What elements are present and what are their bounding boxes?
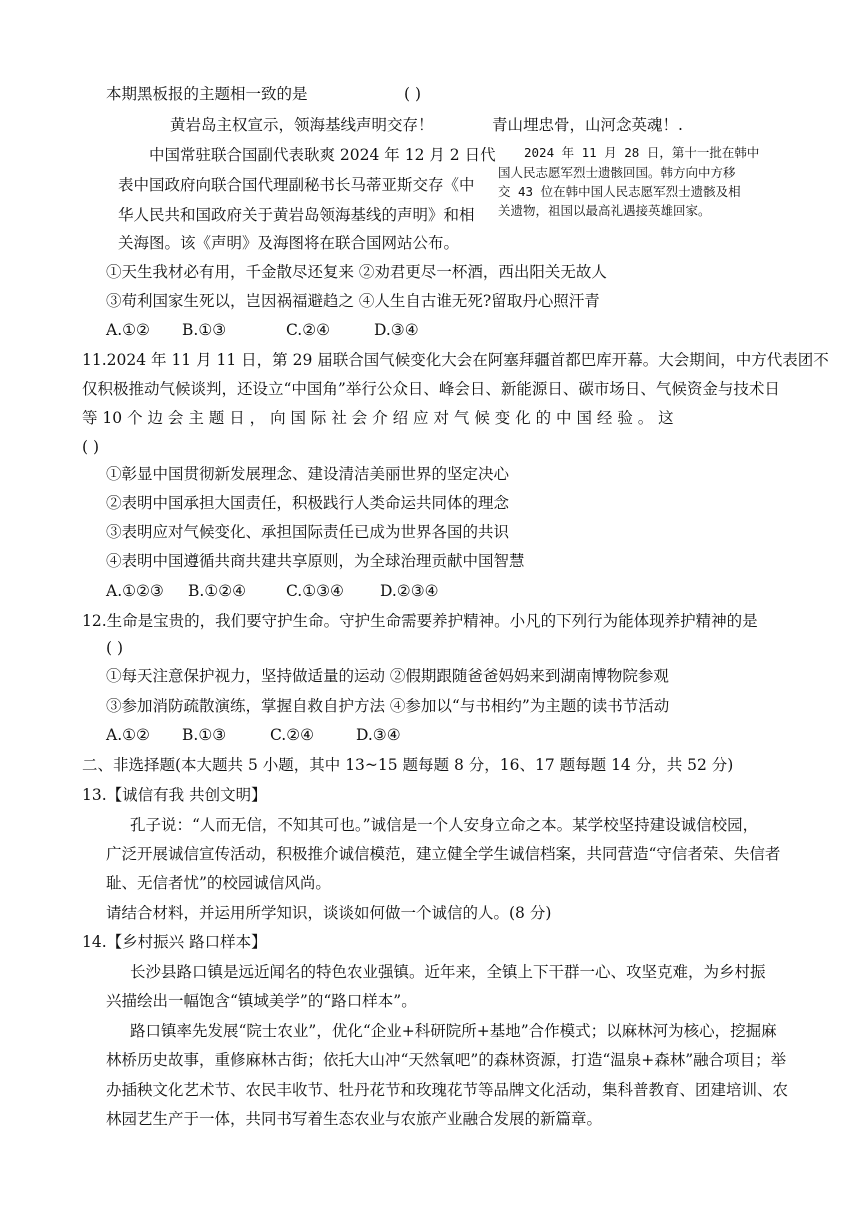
q12-option-d[interactable]: D.③④	[356, 726, 401, 744]
board-right-body-line: 2024 年 11 月 28 日，第十一批在韩中	[524, 145, 760, 160]
board-right-body-line: 交 43 位在韩中国人民志愿军烈士遗骸及相	[498, 184, 741, 199]
q10-statement-line: ①天生我材必有用，千金散尽还复来 ②劝君更尽一杯酒，西出阳关无故人	[106, 263, 607, 281]
q10-option-b[interactable]: B.①③	[182, 321, 227, 339]
q10-options	[106, 320, 419, 340]
q12-statement-line: ③参加消防疏散演练，掌握自救自护方法 ④参加以“与书相约”为主题的读书节活动	[106, 697, 670, 715]
q14-paragraph-line: 路口镇率先发展“院士农业”，优化“企业+科研院所+基地”合作模式；以麻林河为核心，挖掘麻	[130, 1022, 777, 1040]
board-left-body-line: 关海图。该《声明》及海图将在联合国网站公布。	[118, 234, 460, 252]
q10-answer-paren: ( )	[404, 85, 422, 103]
q11-statement: ①彰显中国贯彻新发展理念、建设清洁美丽世界的坚定决心	[106, 465, 510, 483]
q13-question: 请结合材料，并运用所学知识，谈谈如何做一个诚信的人。(8 分)	[106, 904, 552, 922]
q12-answer-paren: ( )	[106, 639, 124, 657]
board-left-body-line: 表中国政府向联合国代理副秘书长马蒂亚斯交存《中	[118, 176, 475, 194]
q13-paragraph-line: 广泛开展诚信宣传活动，积极推介诚信模范，建立健全学生诚信档案，共同营造“守信者荣、失信者	[106, 845, 781, 863]
q14-paragraph-line: 办插秧文化艺术节、农民丰收节、牡丹花节和玫瑰花节等品牌文化活动，集科普教育、团建培训、农	[106, 1081, 789, 1099]
q11-stem-line: 等 10 个 边 会 主 题 日 ， 向 国 际 社 会 介 绍 应 对 气 候 变 化 的 中 国 经 验 。 这	[82, 409, 674, 427]
q13-paragraph-line: 孔子说：“人而无信，不知其可也。”诚信是一个人安身立命之本。某学校坚持建设诚信校园，	[130, 816, 759, 834]
q13-title: 13.【诚信有我 共创文明】	[82, 786, 267, 804]
q11-answer-paren: ( )	[82, 438, 100, 456]
section-heading: 二、非选择题(本大题共 5 小题，其中 13~15 题每题 8 分，16、17 题每题 14 分，共 52 分)	[82, 756, 734, 774]
board-left-headline: 黄岩岛主权宣示，领海基线声明交存！	[170, 116, 434, 134]
q11-option-a[interactable]: A.①②③	[106, 582, 164, 600]
q12-statement-line: ①每天注意保护视力，坚持做适量的运动 ②假期跟随爸爸妈妈来到湖南博物院参观	[106, 667, 669, 685]
q11-statement: ④表明中国遵循共商共建共享原则，为全球治理贡献中国智慧	[106, 552, 525, 570]
q14-title: 14.【乡村振兴 路口样本】	[82, 933, 267, 951]
q12-stem-line: 12.生命是宝贵的，我们要守护生命。守护生命需要养护精神。小凡的下列行为能体现养护精神的是	[82, 612, 758, 630]
q12-option-b[interactable]: B.①③	[182, 726, 227, 744]
q11-stem-line: 仅积极推动气候谈判，还设立“中国角”举行公众日、峰会日、新能源日、碳市场日、气候资金与技术日	[82, 380, 780, 398]
q10-stem-line: 本期黑板报的主题相一致的是	[106, 85, 308, 103]
q10-statement-line: ③苟利国家生死以，岂因祸福避趋之 ④人生自古谁无死?留取丹心照汗青	[106, 292, 600, 310]
q12-options	[106, 725, 401, 745]
q12-option-c[interactable]: C.②④	[270, 726, 315, 744]
board-right-headline: 青山埋忠骨，山河念英魂！.	[492, 116, 683, 134]
q11-option-d[interactable]: D.②③④	[380, 582, 439, 600]
q11-option-b[interactable]: B.①②④	[188, 582, 247, 600]
board-left-body-line: 中国常驻联合国副代表耿爽 2024 年 12 月 2 日代	[149, 146, 496, 164]
board-left-body-line: 华人民共和国政府关于黄岩岛领海基线的声明》和相	[118, 206, 475, 224]
q14-paragraph-line: 长沙县路口镇是远近闻名的特色农业强镇。近年来，全镇上下干群一心、攻坚克难，为乡村振	[130, 963, 766, 981]
board-right-body-line: 国人民志愿军烈士遗骸回国。韩方向中方移	[498, 165, 736, 180]
q14-paragraph-line: 林园艺生产于一体，共同书写着生态农业与农旅产业融合发展的新篇章。	[106, 1110, 603, 1128]
q11-statement: ②表明中国承担大国责任，积极践行人类命运共同体的理念	[106, 494, 510, 512]
q11-option-c[interactable]: C.①③④	[286, 582, 344, 600]
board-right-body-line: 关遗物，祖国以最高礼遇接英雄回家。	[498, 203, 711, 218]
q14-paragraph-line: 林桥历史故事，重修麻林古街；依托大山冲“天然氧吧”的森林资源，打造“温泉+森林”融合项目；举	[106, 1051, 787, 1069]
q10-option-d[interactable]: D.③④	[374, 321, 419, 339]
q10-option-a[interactable]: A.①②	[106, 321, 150, 339]
q11-options	[106, 581, 439, 601]
q14-paragraph-line: 兴描绘出一幅饱含“镇域美学”的“路口样本”。	[106, 992, 417, 1010]
q12-option-a[interactable]: A.①②	[106, 726, 150, 744]
q11-statement: ③表明应对气候变化、承担国际责任已成为世界各国的共识	[106, 523, 510, 541]
q11-stem-line: 11.2024 年 11 月 11 日，第 29 届联合国气候变化大会在阿塞拜疆首都巴库开幕。大会期间，中方代表团不	[82, 351, 829, 369]
q10-option-c[interactable]: C.②④	[286, 321, 331, 339]
q13-paragraph-line: 耻、无信者忧”的校园诚信风尚。	[106, 874, 331, 892]
